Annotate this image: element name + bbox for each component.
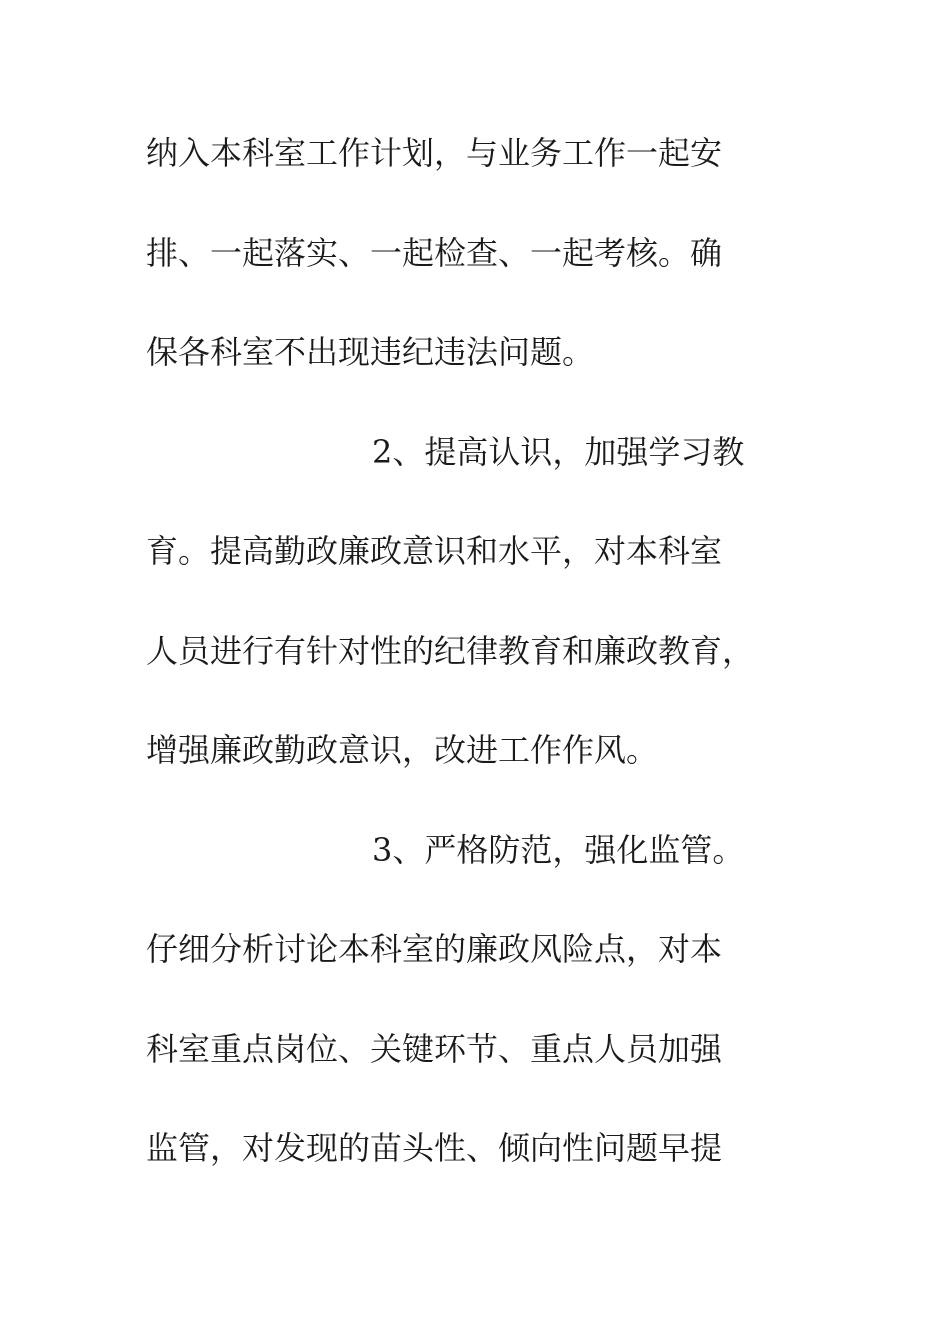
text-line: 仔细分析讨论本科室的廉政风险点，对本 [146,930,723,968]
text-line: 保各科室不出现违纪违法问题。 [146,333,595,371]
text-line: 育。提高勤政廉政意识和水平，对本科室 [146,532,723,570]
text-line: 排、一起落实、一起检查、一起考核。确 [146,233,723,272]
text-line: 科室重点岗位、关键环节、重点人员加强 [146,1029,723,1068]
text-line: 纳入本科室工作计划，与业务工作一起安 [146,134,723,172]
section-heading-3: 3、严格防范，强化监管。 [372,830,745,869]
body-text [146,127,806,1222]
text-line: 人员进行有针对性的纪律教育和廉政教育， [146,631,755,670]
text-line: 增强廉政勤政意识，改进工作作风。 [146,731,659,769]
section-heading-2: 2、提高认识，加强学习教 [372,432,745,471]
text-line: 监管，对发现的苗头性、倾向性问题早提 [146,1129,723,1167]
